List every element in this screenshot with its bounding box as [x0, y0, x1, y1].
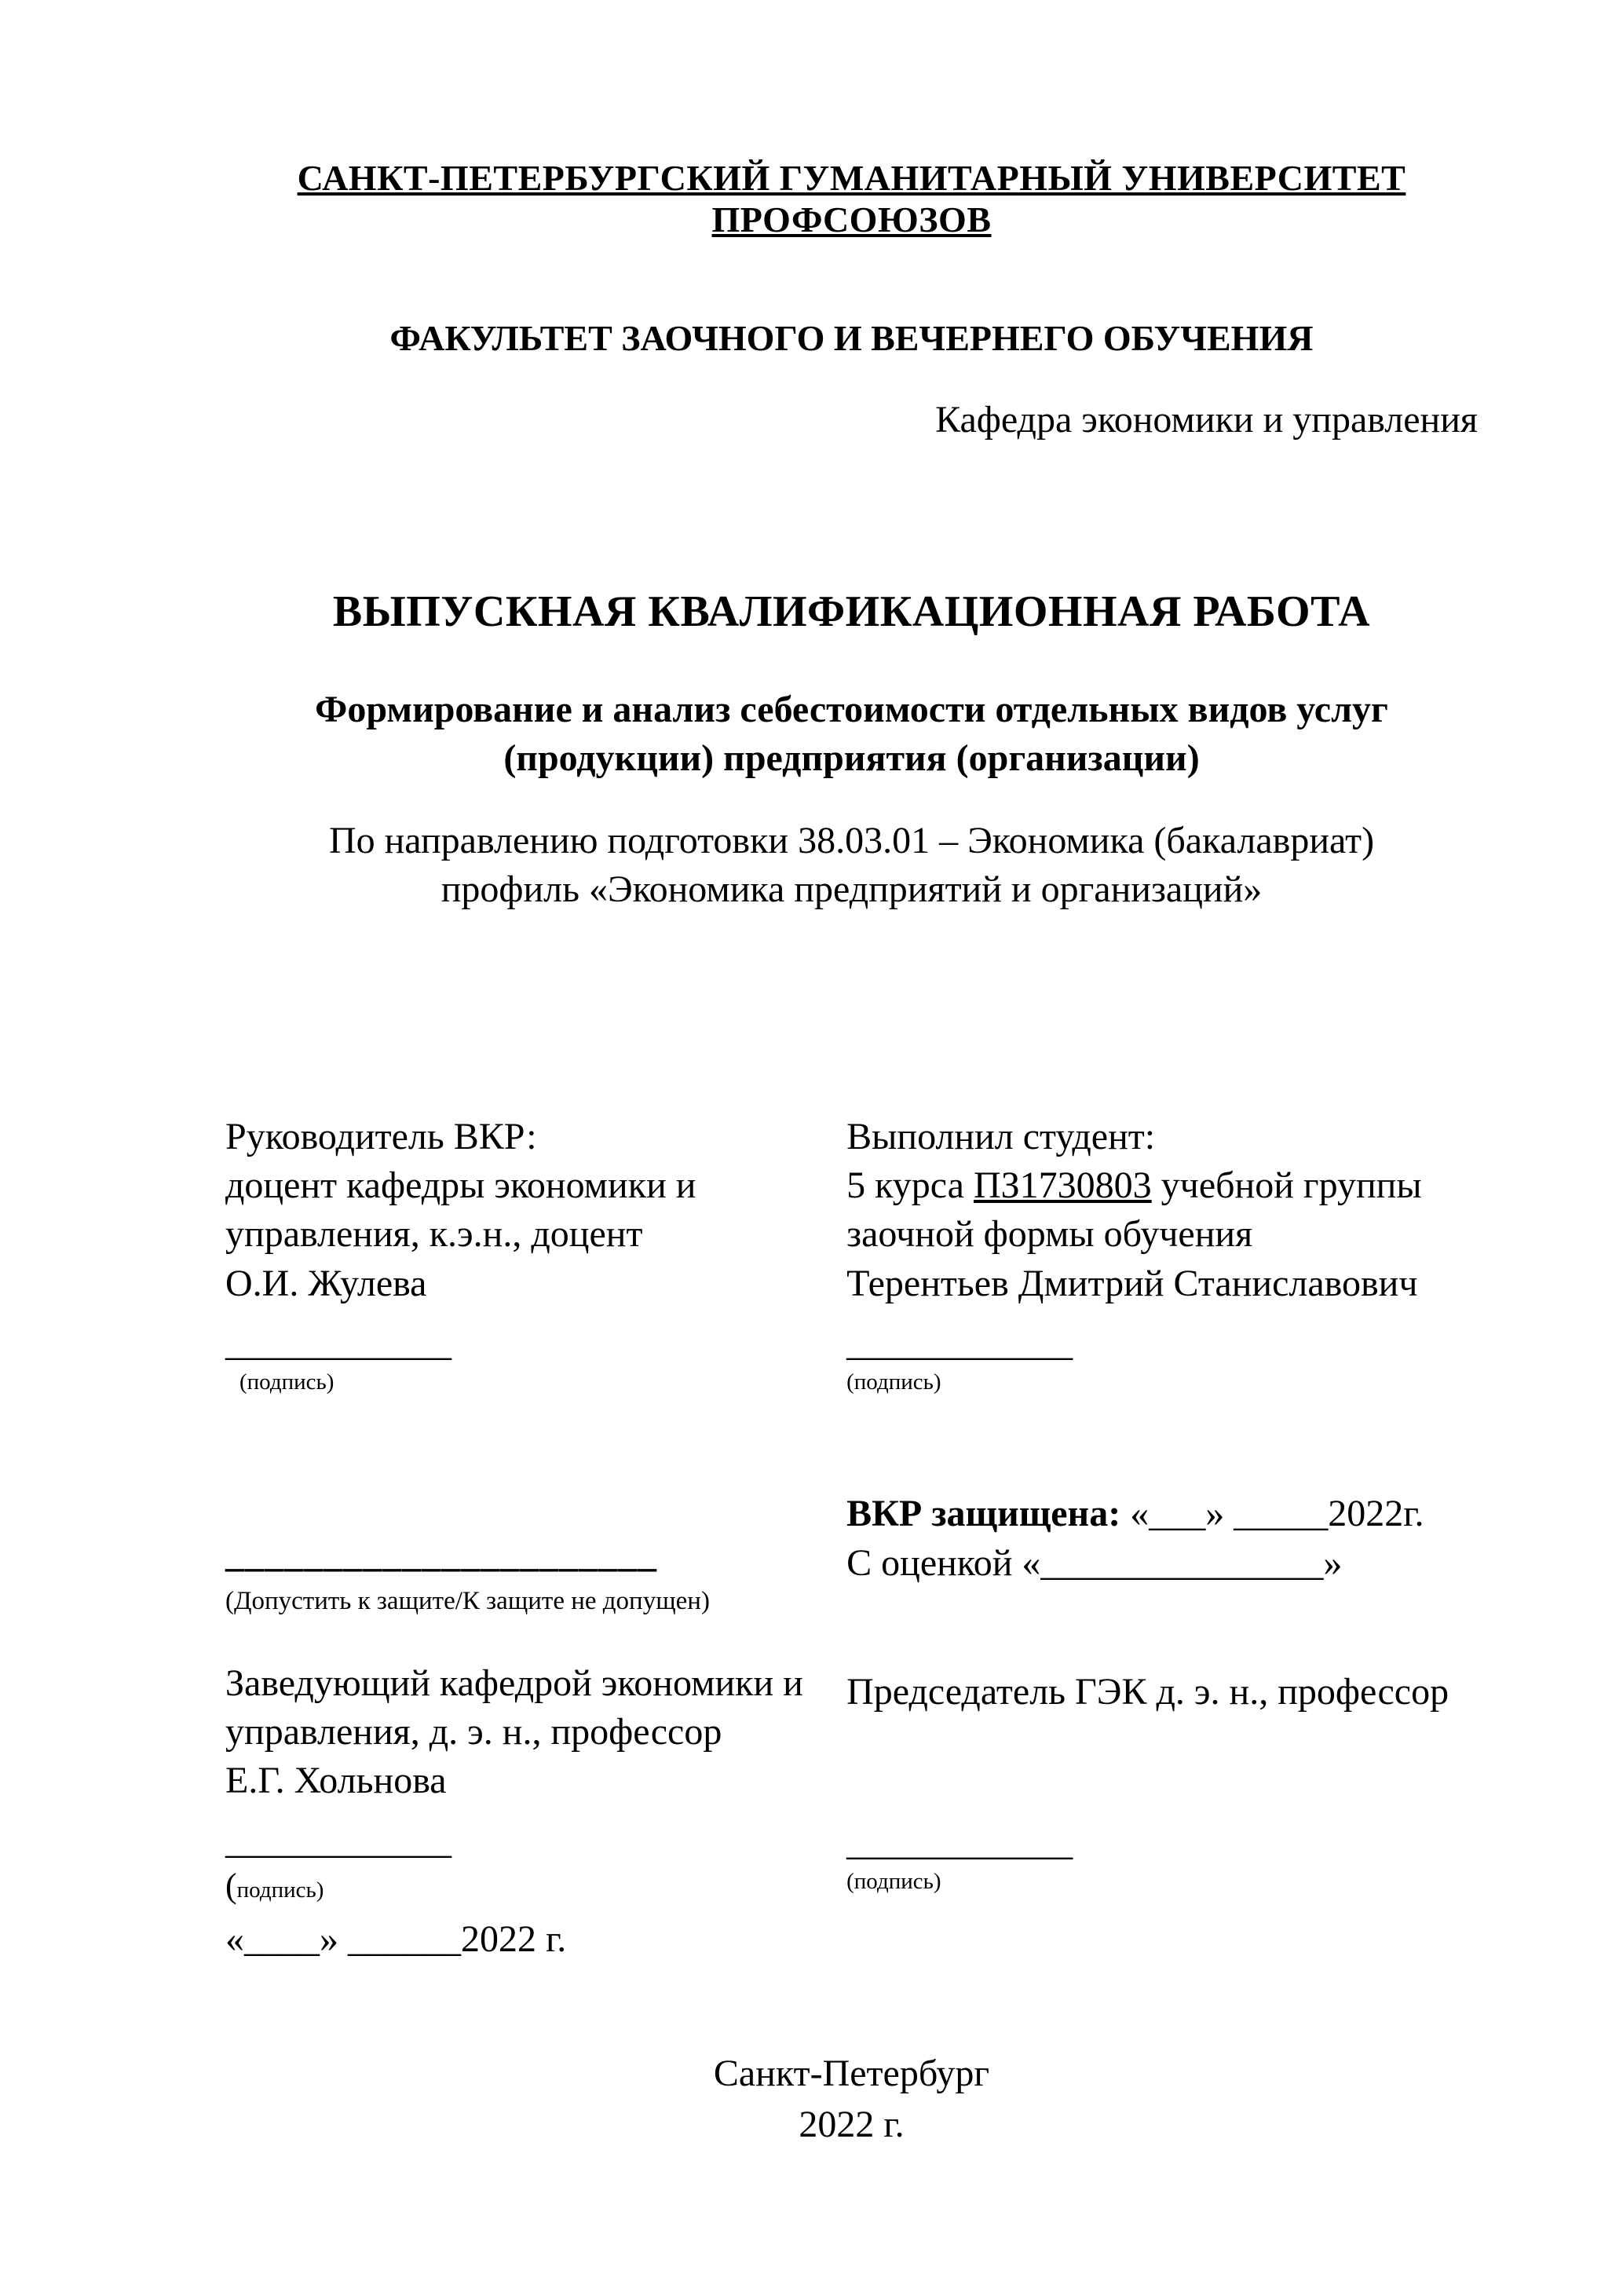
supervisor-line2: управления, к.э.н., доцент: [225, 1213, 643, 1256]
student-group-number: ПЗ1730803: [973, 1164, 1152, 1206]
student-signature-line: ____________: [846, 1322, 1073, 1365]
work-type-heading: ВЫПУСКНАЯ КВАЛИФИКАЦИОННАЯ РАБОТА: [332, 587, 1371, 636]
defense-block: [846, 1490, 1478, 1588]
student-signature-caption: (подпись): [846, 1369, 941, 1395]
city-year-block: [225, 2049, 1478, 2151]
student-line2: заочной формы обучения: [846, 1213, 1253, 1256]
defense-label: ВКР защищена:: [846, 1493, 1121, 1535]
defense-date-line: [846, 1490, 1478, 1538]
left-column: [225, 1113, 846, 1965]
gek-signature-line: ____________: [846, 1822, 1073, 1864]
head-dept-line2: управления, д. э. н., профессор: [225, 1710, 722, 1753]
head-dept-caption-paren: (: [225, 1866, 237, 1906]
gek-chair-title: Председатель ГЭК д. э. н., профессор: [846, 1671, 1449, 1713]
signature-columns: [225, 1113, 1478, 1965]
defense-date-blank: «___» _____2022г.: [1120, 1493, 1424, 1535]
year: 2022 г.: [799, 2104, 905, 2146]
student-group-line: [846, 1161, 1478, 1210]
student-group-prefix: 5 курса: [846, 1164, 974, 1206]
gek-chair-block: [846, 1668, 1478, 1896]
thesis-title-line2: (продукции) предприятия (организации): [503, 737, 1200, 780]
head-of-department-block: [225, 1659, 846, 1965]
city: Санкт-Петербург: [713, 2053, 990, 2095]
defense-grade-line: С оценкой «_______________»: [846, 1541, 1343, 1584]
head-dept-signature-caption: [225, 1866, 846, 1907]
head-dept-signature-line: ____________: [225, 1819, 451, 1862]
supervisor-name: О.И. Жулева: [225, 1262, 427, 1304]
supervisor-label: Руководитель ВКР:: [225, 1115, 537, 1157]
study-direction-line2: профиль «Экономика предприятий и организаций»: [440, 868, 1263, 911]
student-label: Выполнил студент:: [846, 1115, 1156, 1157]
student-group-suffix: учебной группы: [1151, 1164, 1422, 1206]
admission-block: [225, 1530, 846, 1618]
head-dept-line1: Заведующий кафедрой экономики и: [225, 1662, 803, 1704]
supervisor-block: [225, 1113, 846, 1396]
gek-signature-caption: (подпись): [846, 1868, 941, 1894]
supervisor-signature-line: ____________: [225, 1322, 451, 1365]
student-block: [846, 1113, 1478, 1396]
head-dept-date-line: «____» ______2022 г.: [225, 1918, 567, 1960]
faculty-name: ФАКУЛЬТЕТ ЗАОЧНОГО И ВЕЧЕРНЕГО ОБУЧЕНИЯ: [389, 318, 1314, 358]
supervisor-signature-caption: (подпись): [239, 1369, 334, 1395]
thesis-title-line1: Формирование и анализ себестоимости отдельных видов услуг: [315, 689, 1388, 730]
student-name: Терентьев Дмитрий Станиславович: [846, 1262, 1418, 1304]
head-dept-name: Е.Г. Хольнова: [225, 1760, 447, 1802]
study-direction: [225, 817, 1478, 915]
university-name-text: САНКТ-ПЕТЕРБУРГСКИЙ ГУМАНИТАРНЫЙ УНИВЕРСИТЕТ ПРОФСОЮЗОВ: [297, 158, 1406, 239]
admission-caption: (Допустить к защите/К защите не допущен): [225, 1586, 710, 1615]
university-name: [225, 157, 1478, 240]
head-dept-caption-text: подпись): [236, 1877, 324, 1903]
department-name: Кафедра экономики и управления: [935, 399, 1478, 441]
supervisor-line1: доцент кафедры экономики и: [225, 1164, 696, 1206]
admission-signature-line: ______________________: [225, 1534, 657, 1576]
study-direction-line1: По направлению подготовки 38.03.01 – Экономика (бакалавриат): [328, 819, 1375, 861]
thesis-title: [225, 686, 1478, 784]
right-column: [846, 1113, 1478, 1965]
